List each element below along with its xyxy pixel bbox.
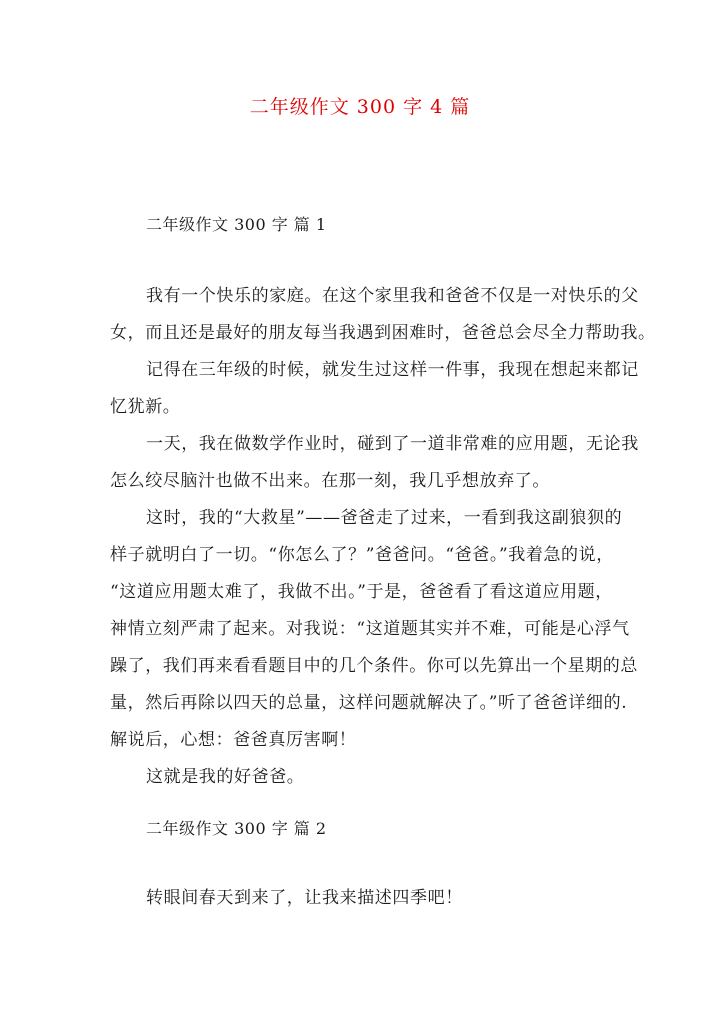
paragraph-line: 躁了，我们再来看看题目中的几个条件。你可以先算出一个星期的总 — [110, 656, 638, 676]
paragraph-line: 量，然后再除以四天的总量，这样问题就解决了。”听了爸爸详细的. — [110, 693, 628, 713]
paragraph-line: 转眼间春天到来了，让我来描述四季吧！ — [146, 888, 463, 908]
paragraph-line: 这就是我的好爸爸。 — [146, 767, 305, 787]
paragraph-line: 记得在三年级的时候，就发生过这样一件事，我现在想起来都记 — [146, 360, 639, 380]
paragraph-line: “这道应用题太难了，我做不出。”于是，爸爸看了看这道应用题， — [110, 582, 613, 602]
paragraph-line: 我有一个快乐的家庭。在这个家里我和爸爸不仅是一对快乐的父 — [146, 286, 639, 306]
paragraph — [110, 880, 615, 917]
paragraph-line: 怎么绞尽脑汁也做不出来。在那一刻，我几乎想放弃了。 — [110, 471, 550, 491]
paragraph-line: 女，而且还是最好的朋友每当我遇到困难时，爸爸总会尽全力帮助我。 — [110, 323, 656, 343]
paragraph-line: 一天，我在做数学作业时，碰到了一道非常难的应用题，无论我 — [146, 434, 639, 454]
section-heading-2: 二年级作文 300 字 篇 2 — [146, 819, 327, 838]
paragraph — [110, 278, 656, 352]
paragraph — [110, 426, 639, 500]
paragraph — [110, 352, 639, 426]
paragraph — [110, 759, 615, 796]
paragraph-line: 神情立刻严肃了起来。对我说：“这道题其实并不难，可能是心浮气 — [110, 619, 630, 639]
paragraph-line: 忆犹新。 — [110, 397, 181, 417]
document-title: 二年级作文 300 字 4 篇 — [249, 96, 471, 118]
paragraph-line: 解说后，心想：爸爸真厉害啊！ — [110, 730, 357, 750]
paragraph-line: 样子就明白了一切。“你怎么了？”爸爸问。“爸爸。”我着急的说， — [110, 545, 614, 565]
section-heading-1: 二年级作文 300 字 篇 1 — [146, 215, 327, 234]
paragraph — [110, 500, 638, 759]
paragraph-line: 这时，我的“大救星”——爸爸走了过来，一看到我这副狼狈的 — [146, 508, 623, 528]
